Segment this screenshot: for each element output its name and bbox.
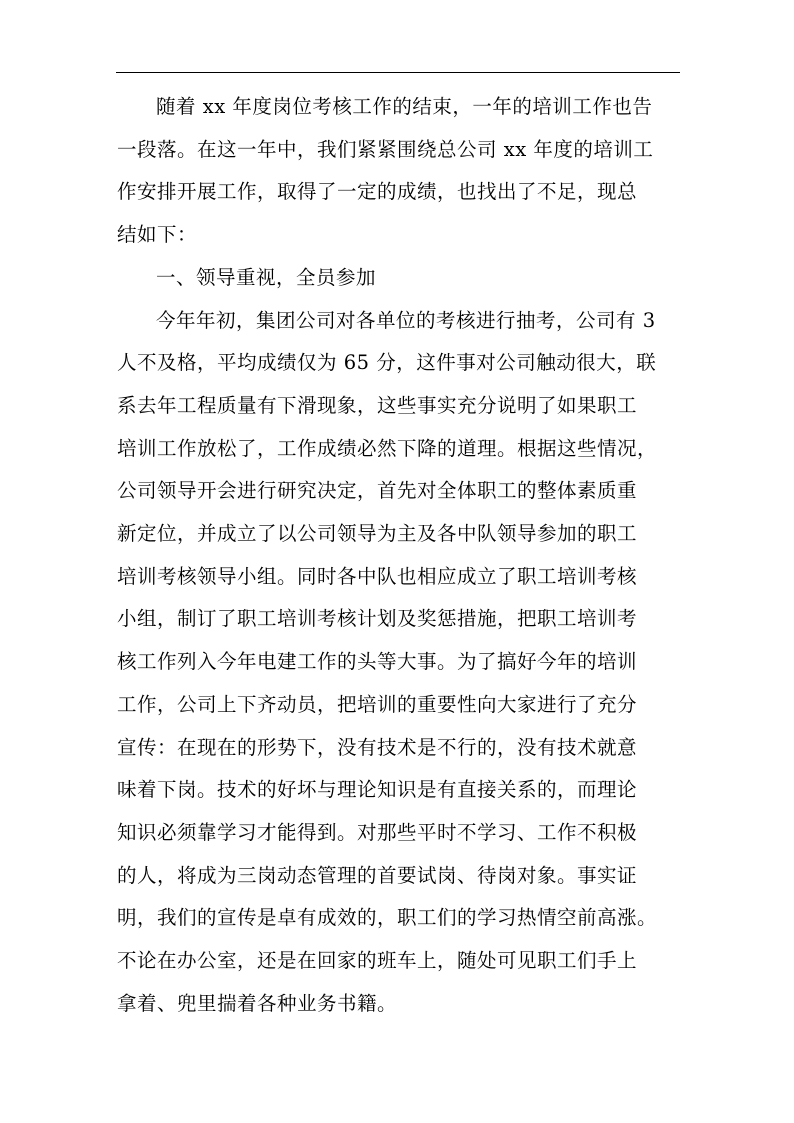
text-line: 的人，将成为三岗动态管理的首要试岗、待岗对象。事实证 (117, 863, 638, 887)
text-line: 今年年初，集团公司对各单位的考核进行抽考，公司有 3 (156, 308, 656, 332)
text-line: 知识必须靠学习才能得到。对那些平时不学习、工作不积极 (117, 820, 638, 844)
document-body (117, 86, 689, 1025)
paragraph-intro (117, 86, 689, 257)
text-line: 宣传：在现在的形势下，没有技术是不行的，没有技术就意 (117, 735, 638, 759)
text-line: 作安排开展工作，取得了一定的成绩，也找出了不足，现总 (117, 180, 638, 204)
text-line: 拿着、兜里揣着各种业务书籍。 (117, 991, 398, 1015)
text-line: 培训考核领导小组。同时各中队也相应成立了职工培训考核 (117, 564, 638, 588)
section-heading (117, 257, 689, 300)
text-line: 随着 xx 年度岗位考核工作的结束，一年的培训工作也告 (156, 95, 653, 118)
text-line: 培训工作放松了，工作成绩必然下降的道理。根据这些情况， (117, 436, 658, 460)
text-line: 核工作列入今年电建工作的头等大事。为了搞好今年的培训 (117, 650, 638, 674)
paragraph-body (117, 300, 689, 1026)
text-line: 味着下岗。技术的好坏与理论知识是有直接关系的，而理论 (117, 778, 638, 802)
text-line: 小组，制订了职工培训考核计划及奖惩措施，把职工培训考 (117, 607, 638, 631)
text-line: 一段落。在这一年中，我们紧紧围绕总公司 xx 年度的培训工 (117, 137, 654, 161)
text-line: 新定位，并成立了以公司领导为主及各中队领导参加的职工 (117, 522, 638, 546)
text-line: 不论在办公室，还是在回家的班车上，随处可见职工们手上 (117, 949, 638, 973)
header-rule (116, 72, 680, 73)
text-line: 工作，公司上下齐动员，把培训的重要性向大家进行了充分 (117, 692, 638, 716)
text-line: 系去年工程质量有下滑现象，这些事实充分说明了如果职工 (117, 393, 638, 417)
text-line: 明，我们的宣传是卓有成效的，职工们的学习热情空前高涨。 (117, 906, 658, 930)
text-line: 人不及格，平均成绩仅为 65 分，这件事对公司触动很大，联 (117, 351, 657, 375)
text-line: 结如下： (117, 223, 198, 247)
heading-line: 一、领导重视，全员参加 (156, 265, 377, 289)
text-line: 公司领导开会进行研究决定，首先对全体职工的整体素质重 (117, 479, 638, 503)
